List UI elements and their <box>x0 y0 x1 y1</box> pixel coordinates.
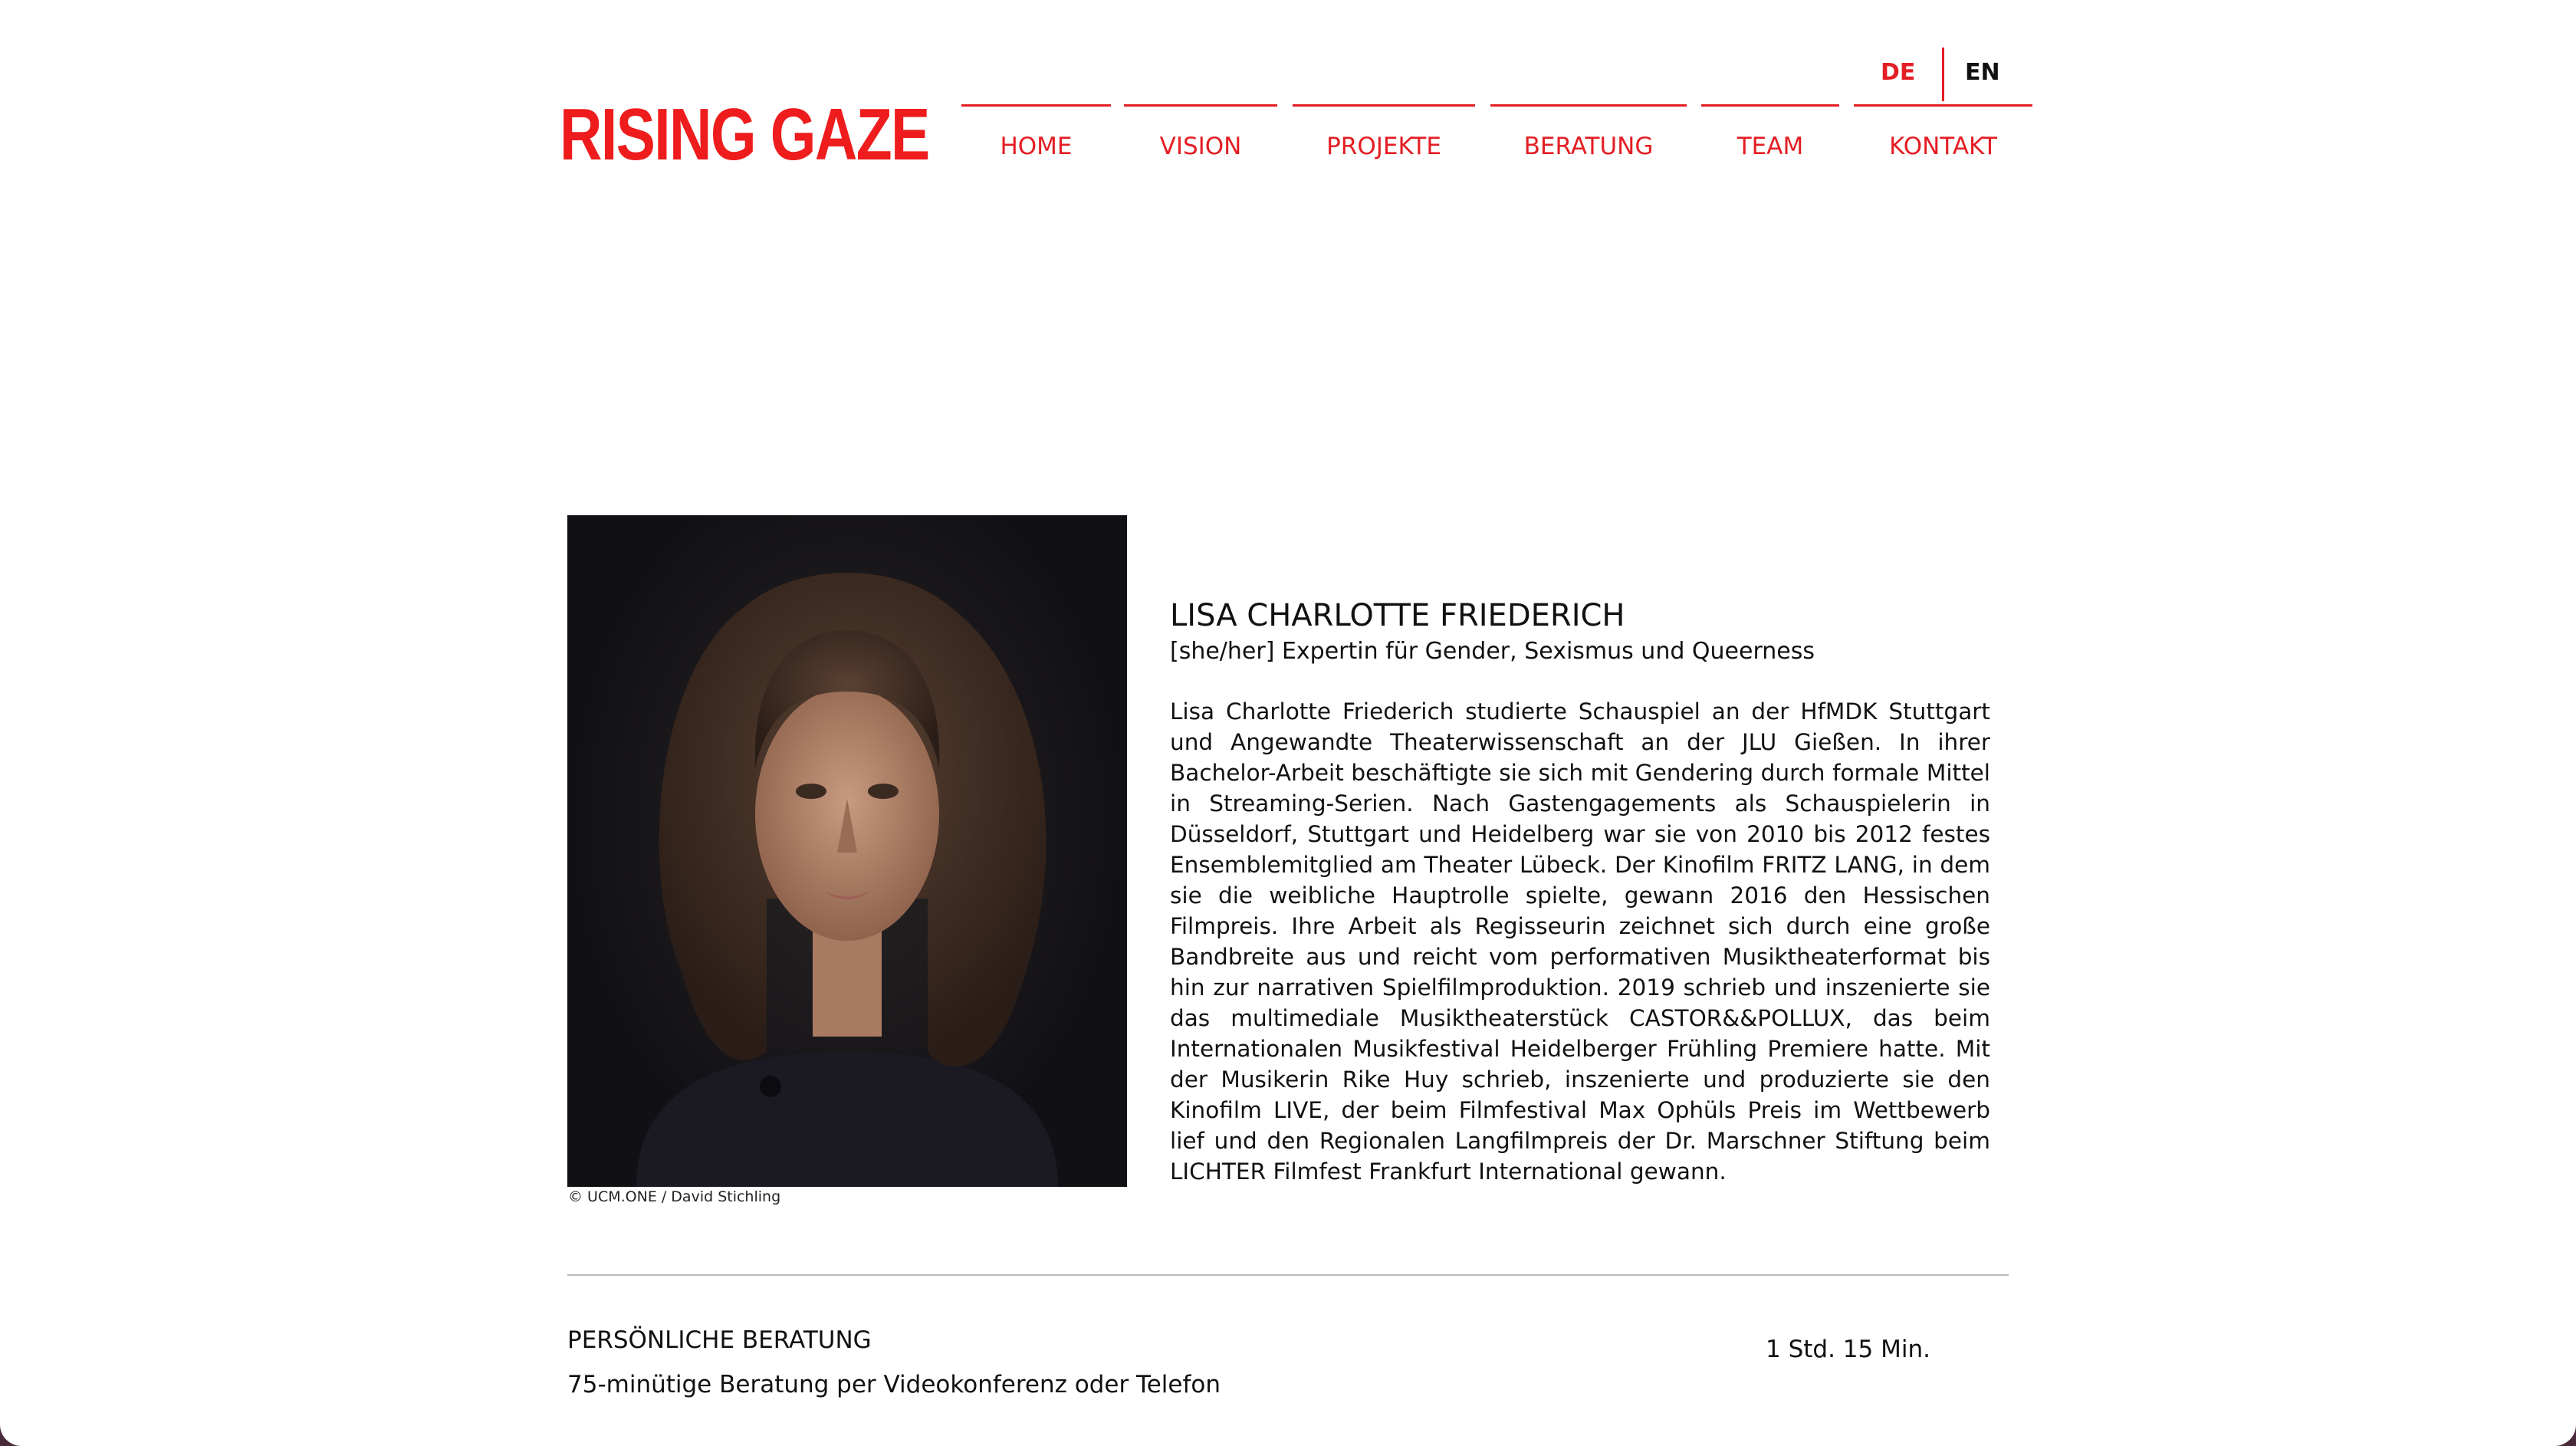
nav-item-kontakt[interactable]: KONTAKT <box>1854 104 2032 173</box>
nav-item-home[interactable]: HOME <box>961 104 1111 173</box>
profile-photo <box>567 515 1127 1187</box>
section-divider <box>567 1274 2009 1276</box>
site-logo[interactable]: RISING GAZE <box>560 94 929 176</box>
service-description: 75-minütige Beratung per Videokonferenz oder Telefon <box>567 1371 1221 1398</box>
service-duration: 1 Std. 15 Min. <box>1766 1336 1930 1363</box>
profile-bio: Lisa Charlotte Friederich studierte Schauspiel an der HfMDK Stuttgart und Angewandte Theaterwissenschaft an der JLU Gießen. In ihrer Bachelor-Arbeit beschäftigte sie sich mit Gendering durch formale Mittel in Streaming-Serien. Nach Gastengagements als Schauspielerin in Düsseldorf, Stuttgart und Heidelberg war sie von 2010 bis 2012 festes Ensemblemitglied am Theater Lübeck. Der Kinofilm FRITZ LANG, in dem sie die weibliche Hauptrolle spielte, gewann 2016 den Hessischen Filmpreis. Ihre Arbeit als Regisseurin zeichnet sich durch eine große Bandbreite aus und reicht vom performativen Musiktheaterformat bis hin zur narrativen Spielfilmproduktion. 2019 schrieb und inszenierte sie das multimediale Musiktheaterstück CASTOR&&POLLUX, das beim Internationalen Musikfestival Heidelberger Frühling Premiere hatte. Mit der Musikerin Rike Huy schrieb, inszenierte und produzierte sie den Kinofilm LIVE, der beim Filmfestival Max Ophüls Preis im Wettbewerb lief und den Regionalen Langfilmpreis der Dr. Marschner Stiftung beim LICHTER Filmfest Frankfurt International gewann. <box>1170 698 1990 1185</box>
language-separator <box>1942 48 1944 101</box>
nav-item-beratung[interactable]: BERATUNG <box>1490 104 1687 173</box>
language-en-link[interactable]: EN <box>1965 59 2000 86</box>
profile-name: LISA CHARLOTTE FRIEDERICH <box>1170 598 1625 633</box>
profile-role: [she/her] Expertin für Gender, Sexismus und Queerness <box>1170 638 1815 665</box>
nav-item-team[interactable]: TEAM <box>1701 104 1839 173</box>
language-de-link[interactable]: DE <box>1881 59 1916 86</box>
nav-item-vision[interactable]: VISION <box>1124 104 1277 173</box>
portrait-illustration <box>567 515 1127 1187</box>
service-title: PERSÖNLICHE BERATUNG <box>567 1326 872 1354</box>
photo-caption: © UCM.ONE / David Stichling <box>568 1188 781 1205</box>
nav-item-projekte[interactable]: PROJEKTE <box>1293 104 1475 173</box>
